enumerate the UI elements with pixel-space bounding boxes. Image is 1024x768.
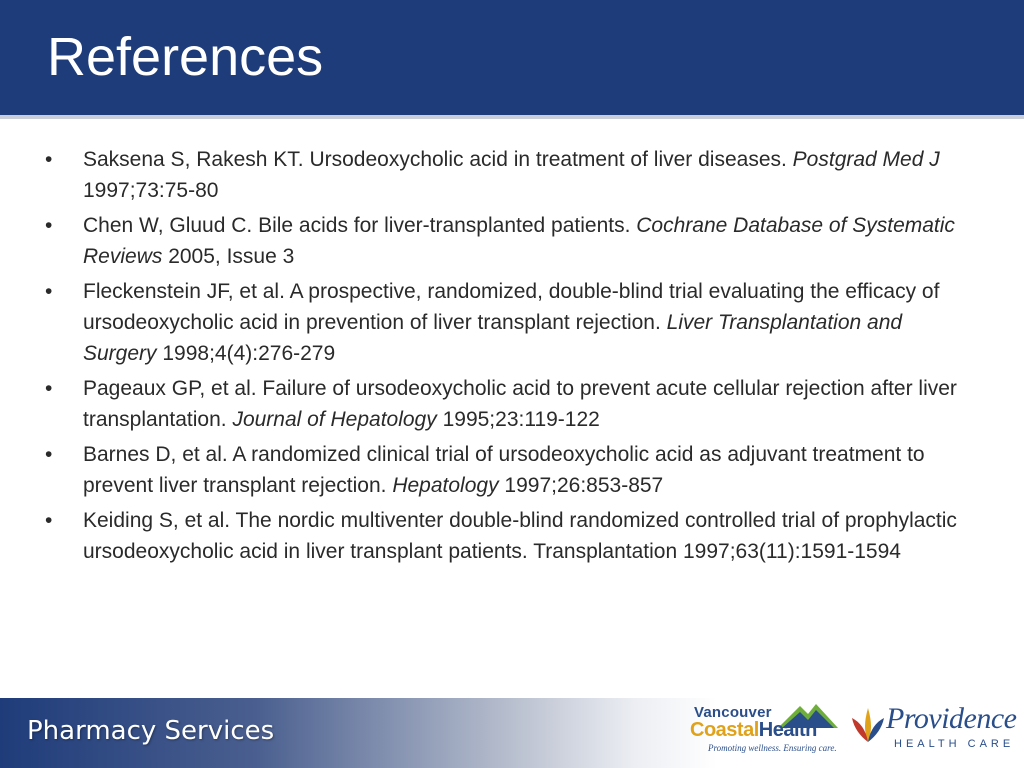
logo-tagline: Promoting wellness. Ensuring care. (708, 743, 837, 753)
logo-text-providence: Providence (886, 702, 1017, 735)
citation-details: 1997;26:853-857 (498, 474, 664, 497)
logo-text-coastal-health (690, 719, 817, 742)
list-item (36, 276, 976, 369)
list-item (36, 210, 976, 272)
logo-text-coastal: Coastal (690, 719, 759, 741)
logo-text-health-care: HEALTH CARE (894, 738, 1015, 750)
title-bar (0, 0, 1024, 119)
bullet: • (45, 377, 53, 400)
journal-name: Hepatology (392, 474, 499, 497)
list-item (36, 439, 976, 501)
bullet: • (45, 280, 53, 303)
logo-text-vancouver: Vancouver (694, 704, 772, 721)
reference-text: Saksena S, Rakesh KT. Ursodeoxycholic acid in treatment of liver diseases. (83, 148, 793, 171)
journal-name: Postgrad Med J (792, 148, 940, 171)
citation-details: 1997;73:75-80 (83, 179, 219, 202)
citation-details: 2005, Issue 3 (162, 245, 295, 268)
journal-name: Journal of Hepatology (232, 408, 437, 431)
list-item (36, 505, 976, 567)
bullet: • (45, 443, 53, 466)
logo-text-health: Health (758, 719, 817, 741)
journal-name: Cochrane Database of Systematic Reviews (83, 214, 955, 268)
references-list (36, 144, 976, 571)
citation-details: 1995;23:119-122 (436, 408, 600, 431)
reference-text: Keiding S, et al. The nordic multiventer double-blind randomized controlled trial of prophylactic ursodeoxycholic acid in liver transplant patients. Transplantation 1997;63(11):1591-1594 (83, 509, 957, 563)
bullet: • (45, 148, 53, 171)
bullet: • (45, 509, 53, 532)
providence-health-care-logo (848, 696, 1018, 760)
list-item (36, 144, 976, 206)
reference-text: Pageaux GP, et al. Failure of ursodeoxycholic acid to prevent acute cellular rejection after liver transplantation. (83, 377, 957, 431)
journal-name: Liver Transplantation and Surgery (83, 311, 903, 365)
citation-details: 1998;4(4):276-279 (156, 342, 336, 365)
vancouver-coastal-health-logo (690, 700, 840, 760)
reference-text: Fleckenstein JF, et al. A prospective, randomized, double-blind trial evaluating the efficacy of ursodeoxycholic acid in prevention of liver transplant rejection. (83, 280, 940, 334)
reference-text: Chen W, Gluud C. Bile acids for liver-transplanted patients. (83, 214, 637, 237)
reference-text: Barnes D, et al. A randomized clinical trial of ursodeoxycholic acid as adjuvant treatment to prevent liver transplant rejection. (83, 443, 925, 497)
footer-label: Pharmacy Services (27, 716, 275, 746)
list-item (36, 373, 976, 435)
bullet: • (45, 214, 53, 237)
flower-icon (850, 702, 886, 746)
page-title: References (47, 27, 324, 87)
